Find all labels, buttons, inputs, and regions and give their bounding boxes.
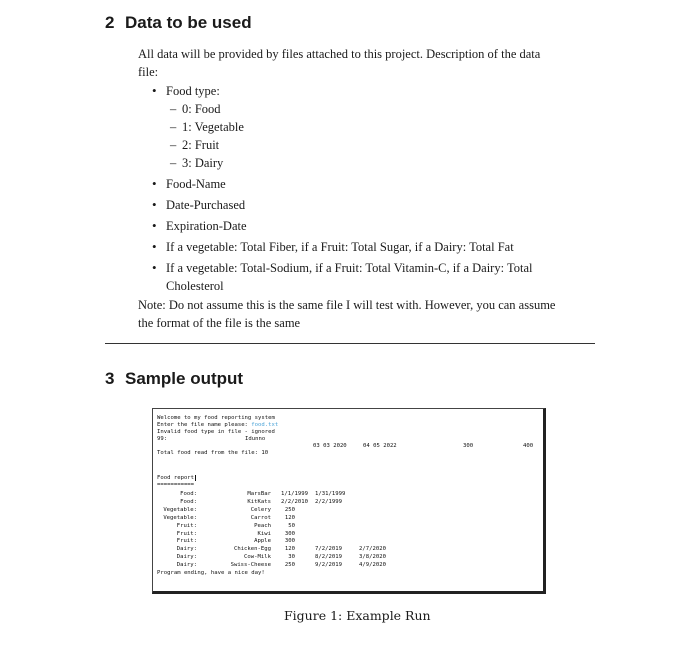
table-cell: 4/9/2020 xyxy=(359,562,386,569)
list-item: • Date-Purchased xyxy=(166,196,606,214)
bullet-list xyxy=(166,82,606,295)
table-cell: Carrot xyxy=(250,514,271,521)
list-item-line: Cholesterol xyxy=(166,279,224,293)
list-item-line: • If a vegetable: Total-Sodium, if a Fruit: Total Vitamin-C, if a Dairy: Total xyxy=(166,259,606,277)
report-title: Food report xyxy=(157,475,195,481)
table-cell: MarsBar xyxy=(247,491,271,497)
table-cell: 50 xyxy=(288,522,295,529)
terminal-cell: 03 03 2020 xyxy=(313,443,347,449)
terminal-cell: Idunno xyxy=(245,436,266,442)
table-cell: 30 xyxy=(288,554,295,561)
sub-list-item: – 0: Food xyxy=(182,100,606,118)
table-cell: 2/2/1999 xyxy=(315,498,342,505)
section-3-heading xyxy=(105,369,243,389)
sub-list-item: – 1: Vegetable xyxy=(182,118,606,136)
table-cell: Apple xyxy=(254,538,271,545)
sub-list-item: – 3: Dairy xyxy=(182,154,606,172)
table-cell: Kiwi xyxy=(257,530,271,537)
note-line: the format of the file is the same xyxy=(138,316,301,330)
list-item: • Expiration-Date xyxy=(166,217,606,235)
table-cell: Peach xyxy=(254,522,271,529)
table-cell: Vegetable: xyxy=(163,506,197,513)
terminal-screenshot xyxy=(152,408,546,594)
table-cell: 3/8/2020 xyxy=(359,554,386,561)
table-cell: Chicken-Egg xyxy=(233,546,271,553)
terminal-line: Program ending, have a nice day! xyxy=(157,570,265,576)
intro-line: All data will be provided by files attached to this project. Description of the data xyxy=(138,47,541,61)
terminal-cell: 300 xyxy=(463,443,474,449)
table-cell: Cow-Milk xyxy=(244,554,271,561)
table-cell: Fruit: xyxy=(176,522,197,529)
table-cell: Celery xyxy=(250,506,271,513)
table-cell: Fruit: xyxy=(176,538,197,545)
list-item: • Food type: xyxy=(166,82,606,100)
note-paragraph xyxy=(138,296,608,332)
file-input-text: food.txt xyxy=(251,422,279,428)
table-cell: 9/2/2019 xyxy=(315,562,342,569)
table-cell: Dairy: xyxy=(176,562,197,569)
table-cell: 300 xyxy=(284,530,295,537)
note-line: Note: Do not assume this is the same file I will test with. However, you can assume xyxy=(138,298,556,312)
table-cell: Dairy: xyxy=(176,546,197,553)
sub-list xyxy=(182,100,606,172)
intro-line: file: xyxy=(138,65,159,79)
table-cell: 120 xyxy=(284,514,295,521)
section-2-heading xyxy=(105,13,252,33)
table-cell: KitKats xyxy=(247,498,271,505)
list-item xyxy=(166,259,606,295)
table-cell: 7/2/2019 xyxy=(315,546,342,553)
terminal-cell: 400 xyxy=(523,443,534,449)
report-underline: =========== xyxy=(157,482,195,488)
table-cell: 250 xyxy=(284,506,295,513)
table-cell: 1/31/1999 xyxy=(315,491,346,497)
table-cell: 8/2/2019 xyxy=(315,554,342,561)
table-cell: Swiss-Cheese xyxy=(230,562,271,569)
section-divider xyxy=(105,343,595,344)
sub-list-item: – 2: Fruit xyxy=(182,136,606,154)
table-cell: Vegetable: xyxy=(163,514,197,521)
table-cell: 250 xyxy=(284,562,295,569)
table-cell: 2/7/2020 xyxy=(359,546,386,553)
terminal-cell: 04 05 2022 xyxy=(363,443,397,449)
table-cell: Fruit: xyxy=(176,530,197,537)
list-item: • Food-Name xyxy=(166,175,606,193)
section-title: Sample output xyxy=(125,369,244,388)
prompt-text: Enter the file name please: xyxy=(157,422,252,428)
section-title: Data to be used xyxy=(125,13,252,32)
intro-paragraph xyxy=(138,45,608,81)
table-cell: 1/1/1999 xyxy=(281,491,308,497)
terminal-line: Invalid food type in file - ignored xyxy=(157,429,275,435)
table-cell: Food: xyxy=(180,491,197,497)
section-number: 2 xyxy=(105,13,115,32)
figure-caption: Figure 1: Example Run xyxy=(284,608,431,623)
terminal-line xyxy=(157,422,278,429)
terminal-cell: 99: xyxy=(157,436,168,442)
table-cell: Food: xyxy=(180,498,197,505)
list-item: • If a vegetable: Total Fiber, if a Fruit: Total Sugar, if a Dairy: Total Fat xyxy=(166,238,606,256)
table-cell: 300 xyxy=(284,538,295,545)
section-number: 3 xyxy=(105,369,115,388)
terminal-line: Total food read from the file: 10 xyxy=(157,450,269,456)
table-cell: Dairy: xyxy=(176,554,197,561)
table-cell: 120 xyxy=(284,546,295,553)
terminal-line: Welcome to my food reporting system xyxy=(157,415,275,421)
table-cell: 2/2/2010 xyxy=(281,498,308,505)
